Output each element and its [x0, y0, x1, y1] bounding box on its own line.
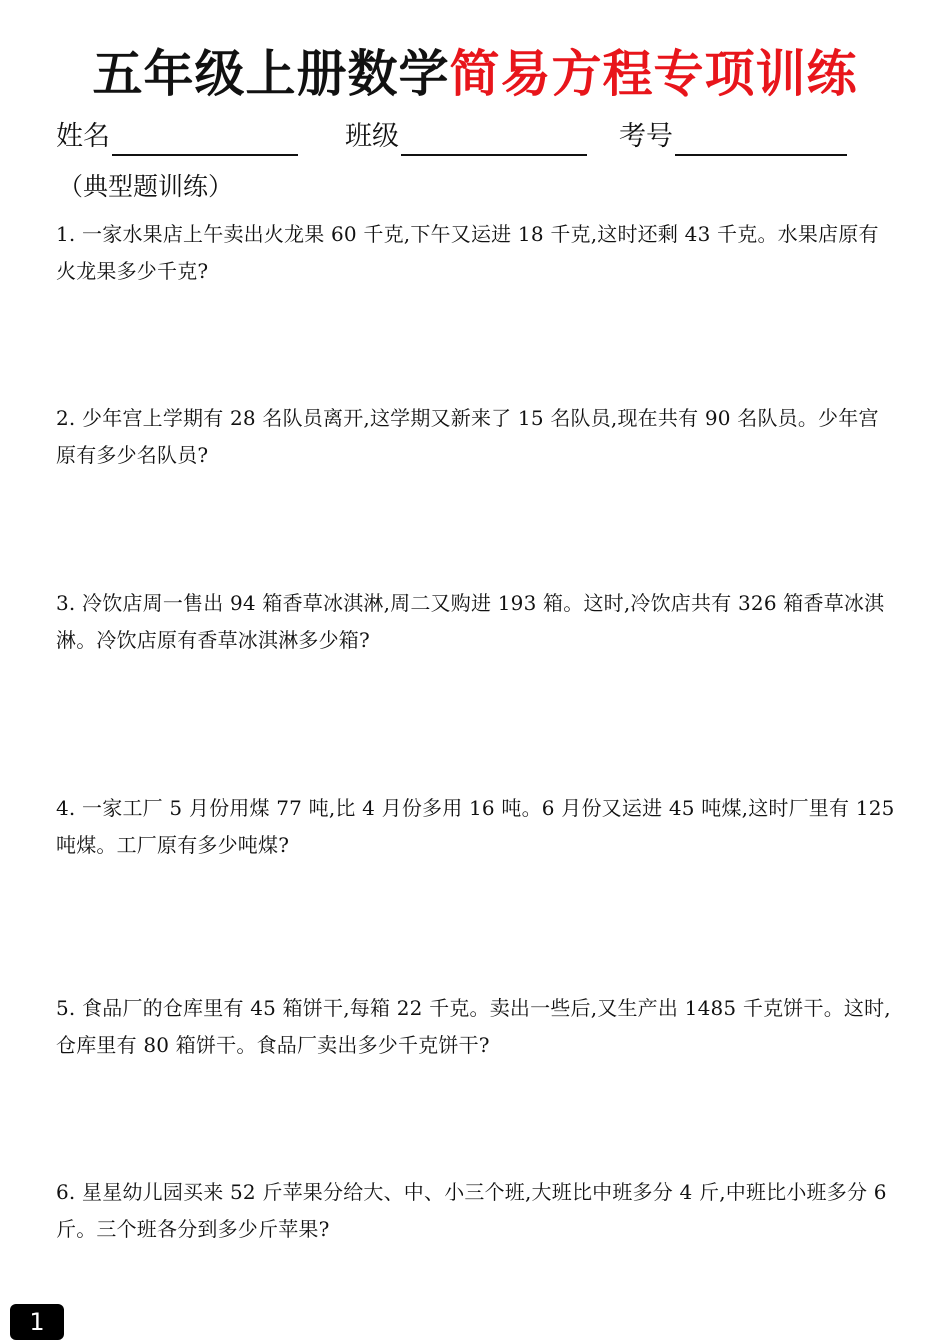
question-1: 1. 一家水果店上午卖出火龙果 60 千克,下午又运进 18 千克,这时还剩 43 千克。水果店原有火龙果多少千克? [56, 222, 879, 283]
name-label: 姓名 [56, 121, 110, 152]
question-5: 5. 食品厂的仓库里有 45 箱饼干,每箱 22 千克。卖出一些后,又生产出 1485 千克饼干。这时,仓库里有 80 箱饼干。食品厂卖出多少千克饼干? [56, 996, 891, 1057]
exam-number-blank-line [675, 122, 847, 156]
exam-number-label: 考号 [619, 121, 673, 152]
question-3: 3. 冷饮店周一售出 94 箱香草冰淇淋,周二又购进 193 箱。这时,冷饮店共有 326 箱香草冰淇淋。冷饮店原有香草冰淇淋多少箱? [56, 591, 885, 652]
name-field [56, 118, 298, 156]
title-grade-part: 五年级上册数学 [92, 45, 450, 103]
class-label: 班级 [345, 121, 399, 152]
title-topic-part: 简易方程专项训练 [449, 45, 858, 103]
class-field [345, 118, 587, 156]
section-subtitle: （典型题训练） [58, 172, 234, 201]
question-2: 2. 少年宫上学期有 28 名队员离开,这学期又新来了 15 名队员,现在共有 90 名队员。少年宫原有多少名队员? [56, 406, 879, 467]
exam-number-field [619, 118, 847, 156]
question-4: 4. 一家工厂 5 月份用煤 77 吨,比 4 月份多用 16 吨。6 月份又运进 45 吨煤,这时厂里有 125 吨煤。工厂原有多少吨煤? [56, 796, 895, 857]
page-title [0, 38, 950, 110]
name-blank-line [112, 122, 298, 156]
question-6: 6. 星星幼儿园买来 52 斤苹果分给大、中、小三个班,大班比中班多分 4 斤,中班比小班多分 6 斤。三个班各分到多少斤苹果? [56, 1180, 887, 1241]
page-number-badge: 1 [10, 1304, 64, 1340]
student-info-row [56, 118, 896, 158]
class-blank-line [401, 122, 587, 156]
